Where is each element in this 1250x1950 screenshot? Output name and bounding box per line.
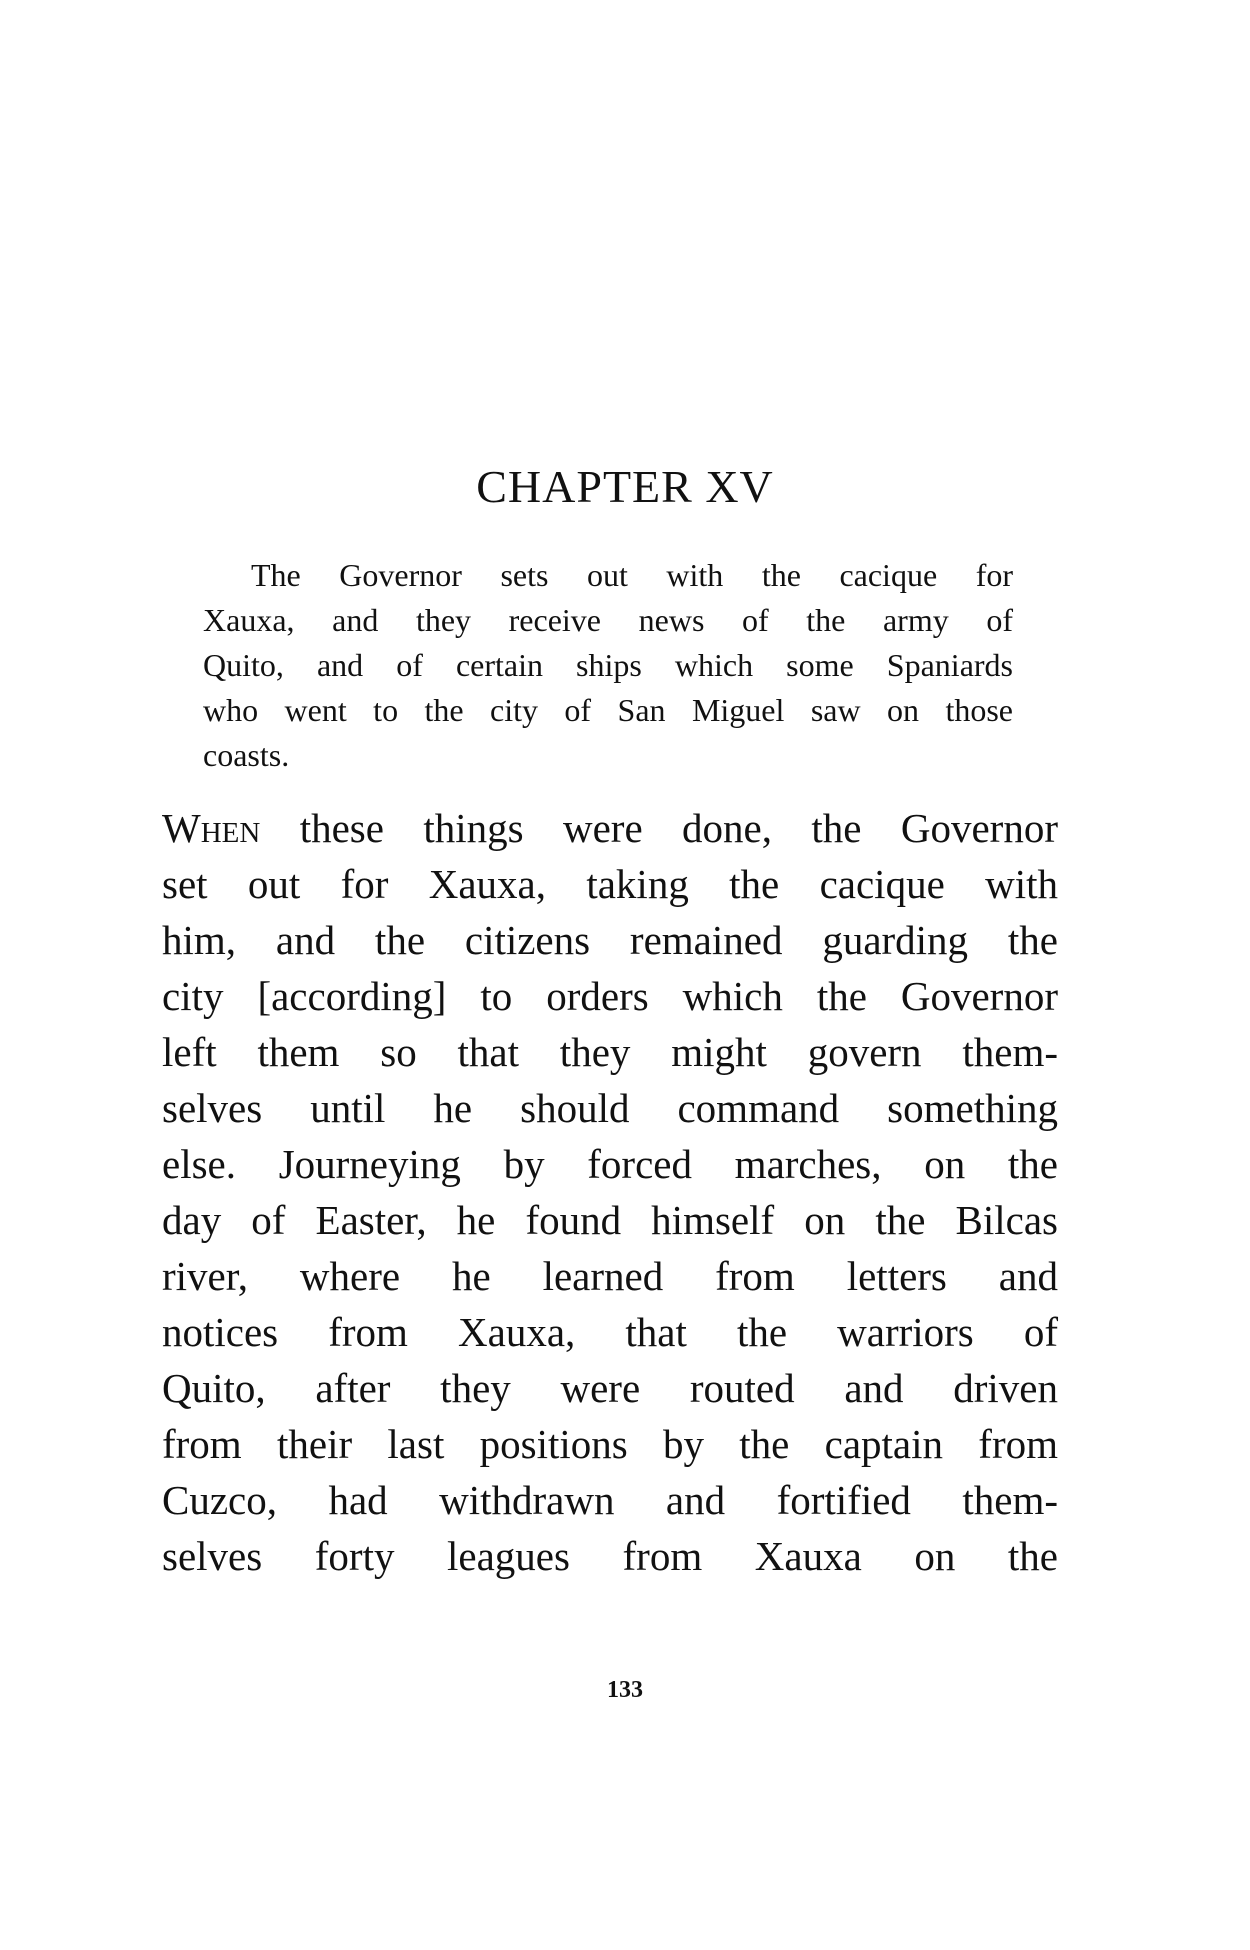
summary-line: Quito, and of certain ships which some Spaniards bbox=[203, 647, 1013, 683]
summary-line: The Governor sets out with the cacique for bbox=[251, 557, 1013, 593]
body-line: city [according] to orders which the Governor bbox=[162, 973, 1058, 1019]
body-line: left them so that they might govern them- bbox=[162, 1029, 1058, 1075]
body-line: notices from Xauxa, that the warriors of bbox=[162, 1309, 1058, 1355]
chapter-title: CHAPTER XV bbox=[476, 461, 774, 512]
body-line-text: these things were done, the Governor bbox=[260, 805, 1058, 851]
body-line: selves until he should command something bbox=[162, 1085, 1058, 1131]
summary-line: coasts. bbox=[203, 737, 290, 773]
body-line: selves forty leagues from Xauxa on the bbox=[162, 1533, 1058, 1579]
body-line bbox=[162, 800, 1058, 856]
body-line: else. Journeying by forced marches, on the bbox=[162, 1141, 1058, 1187]
body-line: river, where he learned from letters and bbox=[162, 1253, 1058, 1299]
body-line: day of Easter, he found himself on the Bilcas bbox=[162, 1197, 1058, 1243]
body-line: Quito, after they were routed and driven bbox=[162, 1365, 1058, 1411]
body-paragraph bbox=[162, 800, 1058, 1584]
chapter-summary bbox=[203, 553, 1013, 778]
body-line: Cuzco, had withdrawn and fortified them- bbox=[162, 1477, 1058, 1523]
body-line: from their last positions by the captain from bbox=[162, 1421, 1058, 1467]
body-line: set out for Xauxa, taking the cacique with bbox=[162, 861, 1058, 907]
summary-line: who went to the city of San Miguel saw on those bbox=[203, 692, 1013, 728]
page-number: 133 bbox=[607, 1677, 643, 1703]
lead-word: When bbox=[162, 805, 261, 851]
summary-line: Xauxa, and they receive news of the army of bbox=[203, 602, 1013, 638]
body-line: him, and the citizens remained guarding the bbox=[162, 917, 1058, 963]
